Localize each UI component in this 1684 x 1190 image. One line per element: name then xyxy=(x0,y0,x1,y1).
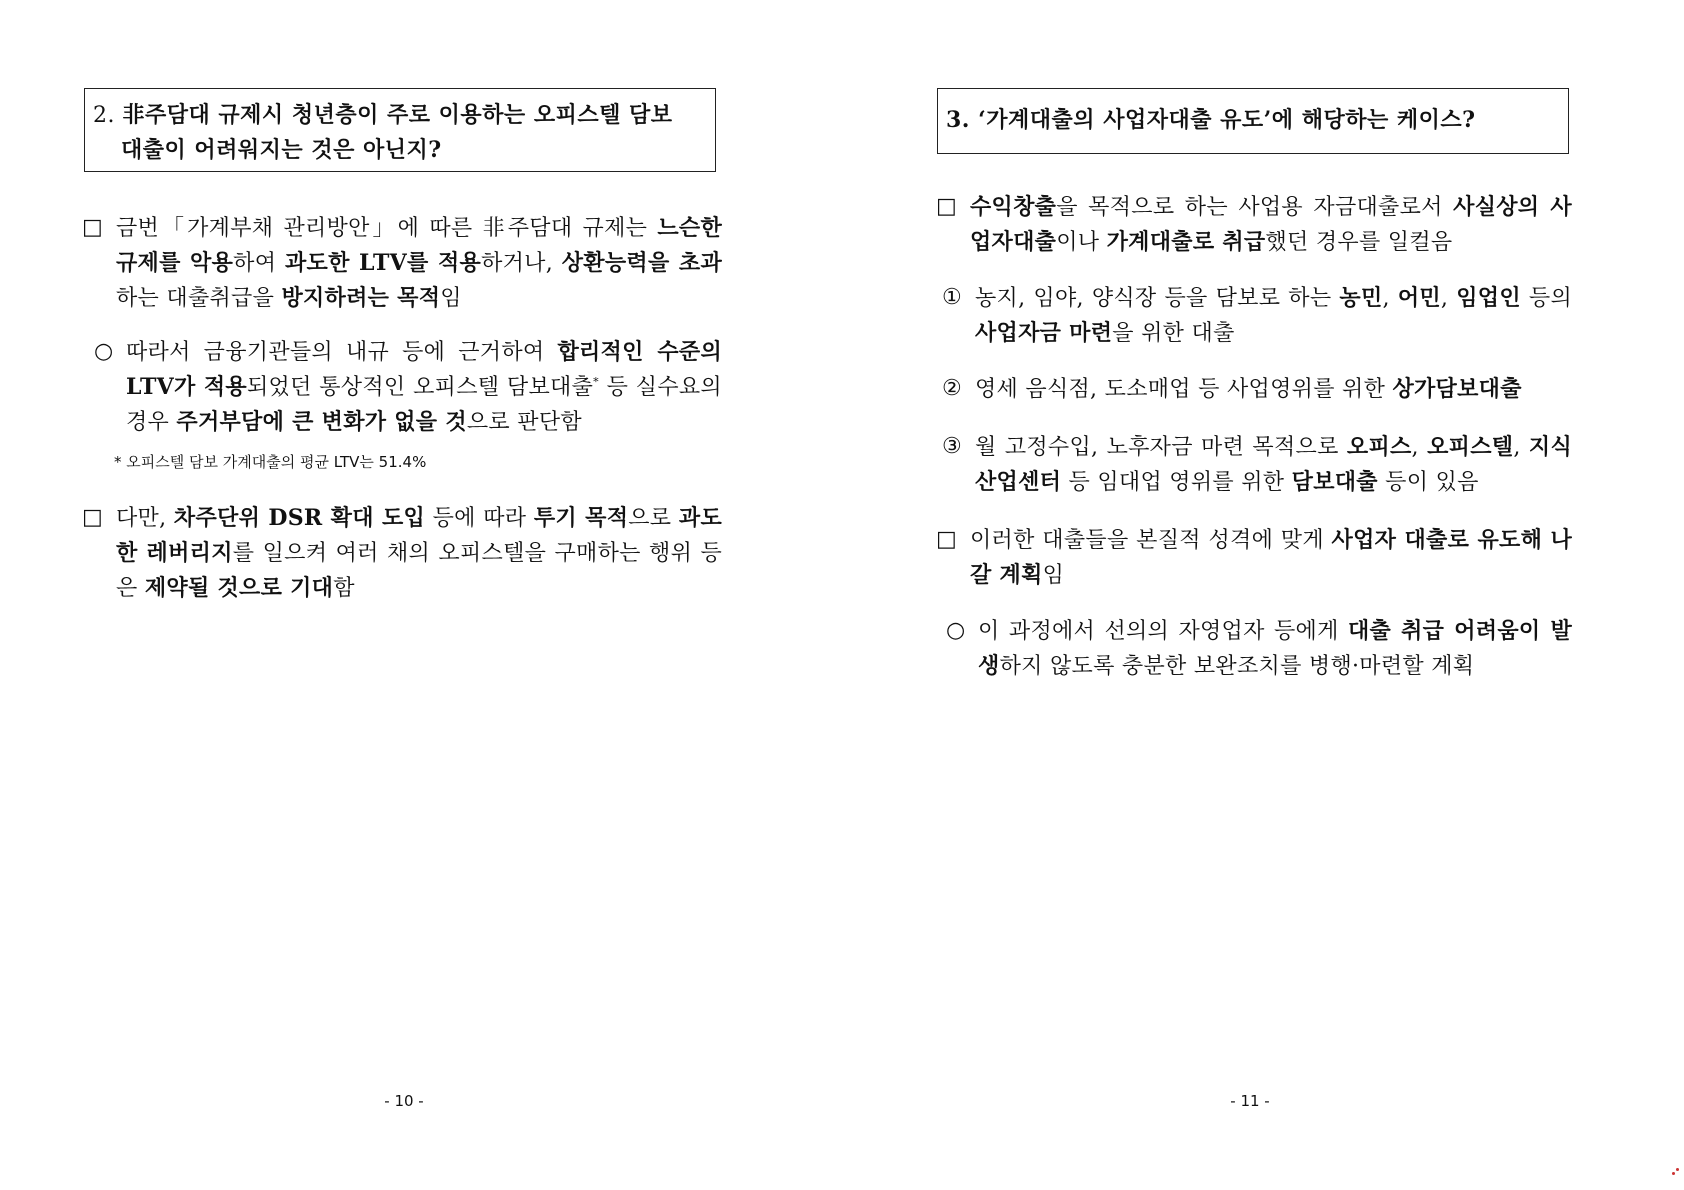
question-box-3 xyxy=(937,88,1569,154)
text-span: 하지 않도록 충분한 보완조치를 병행·마련할 계획 xyxy=(999,654,1475,679)
corner-mark xyxy=(1676,1168,1679,1171)
text-span: 를 일으켜 여러 채의 오피스텔을 구매하는 행위 등은 xyxy=(116,541,722,601)
bold-span: 차주단위 DSR 확대 도입 xyxy=(173,505,426,531)
bold-span: 과도한 LTV를 적용 xyxy=(284,250,482,276)
text-span: 되었던 통상적인 오피스텔 담보대출 xyxy=(246,375,594,400)
bold-span: 사업자 대출로 유도해 나갈 계획 xyxy=(970,527,1572,588)
bold-span: 사실상의 사업자대출 xyxy=(970,194,1572,255)
text-span: 하거나, xyxy=(481,251,562,276)
text-span: , xyxy=(1382,286,1398,311)
text-span: 이 과정에서 선의의 자영업자 등에게 xyxy=(978,619,1348,644)
text-span: 농지, 임야, 양식장 등을 담보로 하는 xyxy=(975,286,1340,311)
text-span: 따라서 금융기관들의 내규 등에 근거하여 xyxy=(126,340,558,365)
paragraph-regulation-purpose xyxy=(82,211,722,316)
text-span: 함 xyxy=(333,576,355,601)
paragraph-definition xyxy=(936,190,1572,260)
item-1-farmers xyxy=(942,281,1572,351)
circled-number-1: ① xyxy=(942,285,963,310)
paragraph-supplement xyxy=(946,614,1572,684)
circle-bullet: ○ xyxy=(94,339,114,364)
bold-span: 방지하려는 목적 xyxy=(281,285,441,311)
page-number: - 10 - xyxy=(384,1092,424,1110)
bold-span: 합리적인 수준의 LTV가 적용 xyxy=(126,339,722,400)
text-span: 이러한 대출들을 본질적 성격에 맞게 xyxy=(970,528,1332,553)
text-span: 으로 xyxy=(628,506,679,531)
paragraph-plan xyxy=(936,523,1572,593)
bold-span: 오피스 xyxy=(1346,434,1412,460)
question-line-1: 非주담대 규제시 청년층이 주로 이용하는 오피스텔 담보 xyxy=(122,102,673,128)
text-span: 하여 xyxy=(233,251,285,276)
text-span: 하는 대출취급을 xyxy=(116,286,282,311)
question-text xyxy=(93,98,705,168)
checkbox-bullet: □ xyxy=(936,194,958,219)
footnote-ltv: * 오피스텔 담보 가계대출의 평균 LTV는 51.4% xyxy=(114,453,427,471)
bold-span: 느슨한 규제를 악용 xyxy=(116,215,722,276)
question-number: 2. xyxy=(93,103,115,128)
page-number: - 11 - xyxy=(1230,1092,1270,1110)
checkbox-bullet: □ xyxy=(82,505,104,530)
bold-span: 지식산업센터 xyxy=(975,434,1572,495)
circle-bullet: ○ xyxy=(946,618,966,643)
bold-span: 임업인 xyxy=(1456,285,1521,311)
text-span: 등 실수요의 경우 xyxy=(126,375,722,435)
bold-span: 과도한 레버리지 xyxy=(116,505,722,566)
checkbox-bullet: □ xyxy=(82,215,104,240)
bold-span: 상가담보대출 xyxy=(1392,376,1522,402)
text-span: , xyxy=(1411,435,1428,460)
text-span: 등 임대업 영위를 위한 xyxy=(1061,470,1292,495)
paragraph-dsr xyxy=(82,501,722,606)
question-text: 3. ‘가계대출의 사업자대출 유도’에 해당하는 케이스? xyxy=(946,107,1476,133)
bold-span: 상환능력을 초과 xyxy=(561,250,722,276)
text-span: 영세 음식점, 도소매업 등 사업영위를 위한 xyxy=(975,377,1393,402)
text-span: 금번「가계부채 관리방안」에 따른 非주담대 규제는 xyxy=(116,216,658,241)
circled-number-3: ③ xyxy=(942,434,963,459)
text-span: 월 고정수입, 노후자금 마련 목적으로 xyxy=(975,435,1347,460)
item-3-rental xyxy=(942,430,1572,500)
question-line-2: 대출이 어려워지는 것은 아닌지? xyxy=(121,137,442,163)
text-span: , xyxy=(1513,435,1529,460)
corner-mark xyxy=(1672,1172,1675,1175)
text-span: 했던 경우를 일컬음 xyxy=(1265,230,1453,255)
checkbox-bullet: □ xyxy=(936,527,958,552)
footnote-mark: * xyxy=(593,375,599,389)
paragraph-internal-rules xyxy=(94,335,722,440)
right-page xyxy=(842,0,1684,1190)
text-span: 등에 따라 xyxy=(425,506,534,531)
bold-span: 사업자금 마련 xyxy=(975,320,1113,346)
circled-number-2: ② xyxy=(942,376,963,401)
text-span: 등이 있음 xyxy=(1377,470,1479,495)
bold-span: 투기 목적 xyxy=(533,505,629,531)
bold-span: 수익창출 xyxy=(970,194,1057,220)
text-span: 으로 판단함 xyxy=(466,410,582,435)
text-span: , xyxy=(1440,286,1457,311)
bold-span: 오피스텔 xyxy=(1427,434,1514,460)
text-span: 을 위한 대출 xyxy=(1112,321,1235,346)
bold-span: 담보대출 xyxy=(1291,469,1378,495)
bold-span: 농민 xyxy=(1339,285,1383,311)
bold-span: 제약될 것으로 기대 xyxy=(144,575,334,601)
bold-span: 주거부담에 큰 변화가 없을 것 xyxy=(176,409,467,435)
text-span: 이나 xyxy=(1056,230,1107,255)
text-span: 등의 xyxy=(1520,286,1573,311)
text-span: 임 xyxy=(1042,563,1065,588)
text-span: 을 목적으로 하는 사업용 자금대출로서 xyxy=(1056,195,1454,220)
question-box-2 xyxy=(84,88,716,172)
bold-span: 가계대출로 취급 xyxy=(1106,229,1266,255)
item-2-stores xyxy=(942,372,1572,407)
text-span: 다만, xyxy=(116,506,174,531)
bold-span: 어민 xyxy=(1397,285,1441,311)
text-span: 임 xyxy=(440,286,462,311)
bold-span: 대출 취급 어려움이 발생 xyxy=(978,618,1572,679)
